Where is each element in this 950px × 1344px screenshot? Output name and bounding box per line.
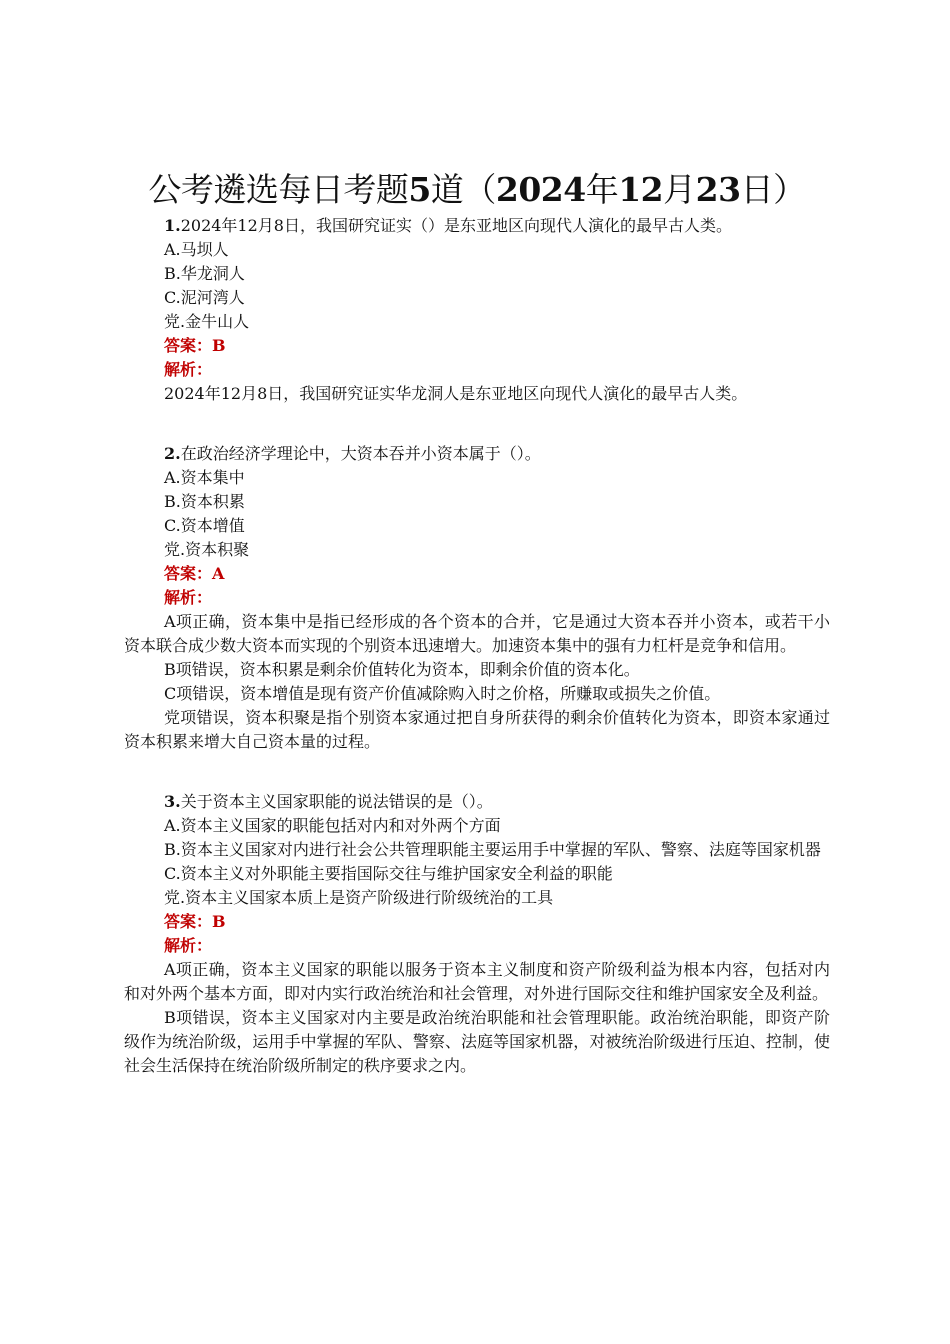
question-3 bbox=[124, 790, 830, 1078]
question-text: 2024年12月8日，我国研究证实（）是东亚地区向现代人演化的最早古人类。 bbox=[180, 216, 732, 235]
page-title bbox=[124, 168, 830, 212]
analysis-label: 解析： bbox=[164, 588, 213, 607]
title-text: 公考遴选每日考题 bbox=[148, 170, 409, 209]
analysis-paragraph: A项正确，资本主义国家的职能以服务于资本主义制度和资产阶级利益为根本内容，包括对内和对外两个基本方面，即对内实行政治统治和社会管理，对外进行国际交往和维护国家安全及利益。 bbox=[124, 960, 830, 1003]
title-month: 12 bbox=[618, 170, 664, 209]
analysis-label: 解析： bbox=[164, 360, 213, 379]
option: C.资本增值 bbox=[164, 516, 245, 535]
question-text: 在政治经济学理论中，大资本吞并小资本属于（）。 bbox=[180, 444, 541, 463]
option: B.资本积累 bbox=[164, 492, 245, 511]
title-year-unit: 年 bbox=[585, 170, 619, 209]
title-day: 23 bbox=[695, 170, 741, 209]
answer-label: 答案： bbox=[164, 912, 213, 931]
option: 党.资本积聚 bbox=[164, 540, 250, 559]
analysis-paragraph: 党项错误，资本积聚是指个别资本家通过把自身所获得的剩余价值转化为资本，即资本家通过资本积累来增大自己资本量的过程。 bbox=[124, 708, 830, 751]
title-count: 5 bbox=[408, 170, 431, 209]
option: B.资本主义国家对内进行社会公共管理职能主要运用手中掌握的军队、警察、法庭等国家机器 bbox=[164, 840, 821, 859]
question-stem bbox=[124, 790, 830, 814]
title-day-unit: 日） bbox=[740, 170, 806, 209]
analysis-paragraph: B项错误，资本主义国家对内主要是政治统治职能和社会管理职能。政治统治职能，即资产阶级作为统治阶级，运用手中掌握的军队、警察、法庭等国家机器，对被统治阶级进行压迫、控制，使社会生活保持在统治阶级所制定的秩序要求之内。 bbox=[124, 1008, 830, 1075]
title-year: 2024 bbox=[495, 170, 586, 209]
title-month-unit: 月 bbox=[663, 170, 696, 209]
analysis-paragraph: B项错误，资本积累是剩余价值转化为资本，即剩余价值的资本化。 bbox=[164, 660, 640, 679]
answer-label: 答案： bbox=[164, 564, 213, 583]
answer-value: A bbox=[212, 564, 225, 583]
question-text: 关于资本主义国家职能的说法错误的是（）。 bbox=[180, 792, 493, 811]
option: A.资本主义国家的职能包括对内和对外两个方面 bbox=[164, 816, 501, 835]
title-text-mid: 道（ bbox=[430, 170, 496, 209]
answer-line bbox=[124, 910, 830, 934]
answer-value: B bbox=[212, 912, 226, 931]
option: A.马坝人 bbox=[164, 240, 229, 259]
analysis-label: 解析： bbox=[164, 936, 213, 955]
answer-line bbox=[124, 562, 830, 586]
option: C.资本主义对外职能主要指国际交往与维护国家安全利益的职能 bbox=[164, 864, 613, 883]
answer-line bbox=[124, 334, 830, 358]
option: 党.金牛山人 bbox=[164, 312, 250, 331]
option: A.资本集中 bbox=[164, 468, 245, 487]
question-1 bbox=[124, 214, 830, 406]
analysis-paragraph: C项错误，资本增值是现有资产价值减除购入时之价格，所赚取或损失之价值。 bbox=[164, 684, 721, 703]
document-page bbox=[124, 168, 830, 1078]
analysis-paragraph: 2024年12月8日，我国研究证实华龙洞人是东亚地区向现代人演化的最早古人类。 bbox=[164, 384, 748, 403]
question-number: 1. bbox=[164, 216, 181, 235]
option: B.华龙洞人 bbox=[164, 264, 245, 283]
answer-label: 答案： bbox=[164, 336, 213, 355]
option: 党.资本主义国家本质上是资产阶级进行阶级统治的工具 bbox=[164, 888, 554, 907]
question-number: 2. bbox=[164, 444, 181, 463]
question-number: 3. bbox=[164, 792, 181, 811]
answer-value: B bbox=[212, 336, 226, 355]
question-stem bbox=[124, 214, 830, 238]
question-stem bbox=[124, 442, 830, 466]
analysis-paragraph: A项正确，资本集中是指已经形成的各个资本的合并，它是通过大资本吞并小资本，或若干小资本联合成少数大资本而实现的个别资本迅速增大。加速资本集中的强有力杠杆是竞争和信用。 bbox=[124, 612, 830, 655]
option: C.泥河湾人 bbox=[164, 288, 245, 307]
question-2 bbox=[124, 442, 830, 754]
